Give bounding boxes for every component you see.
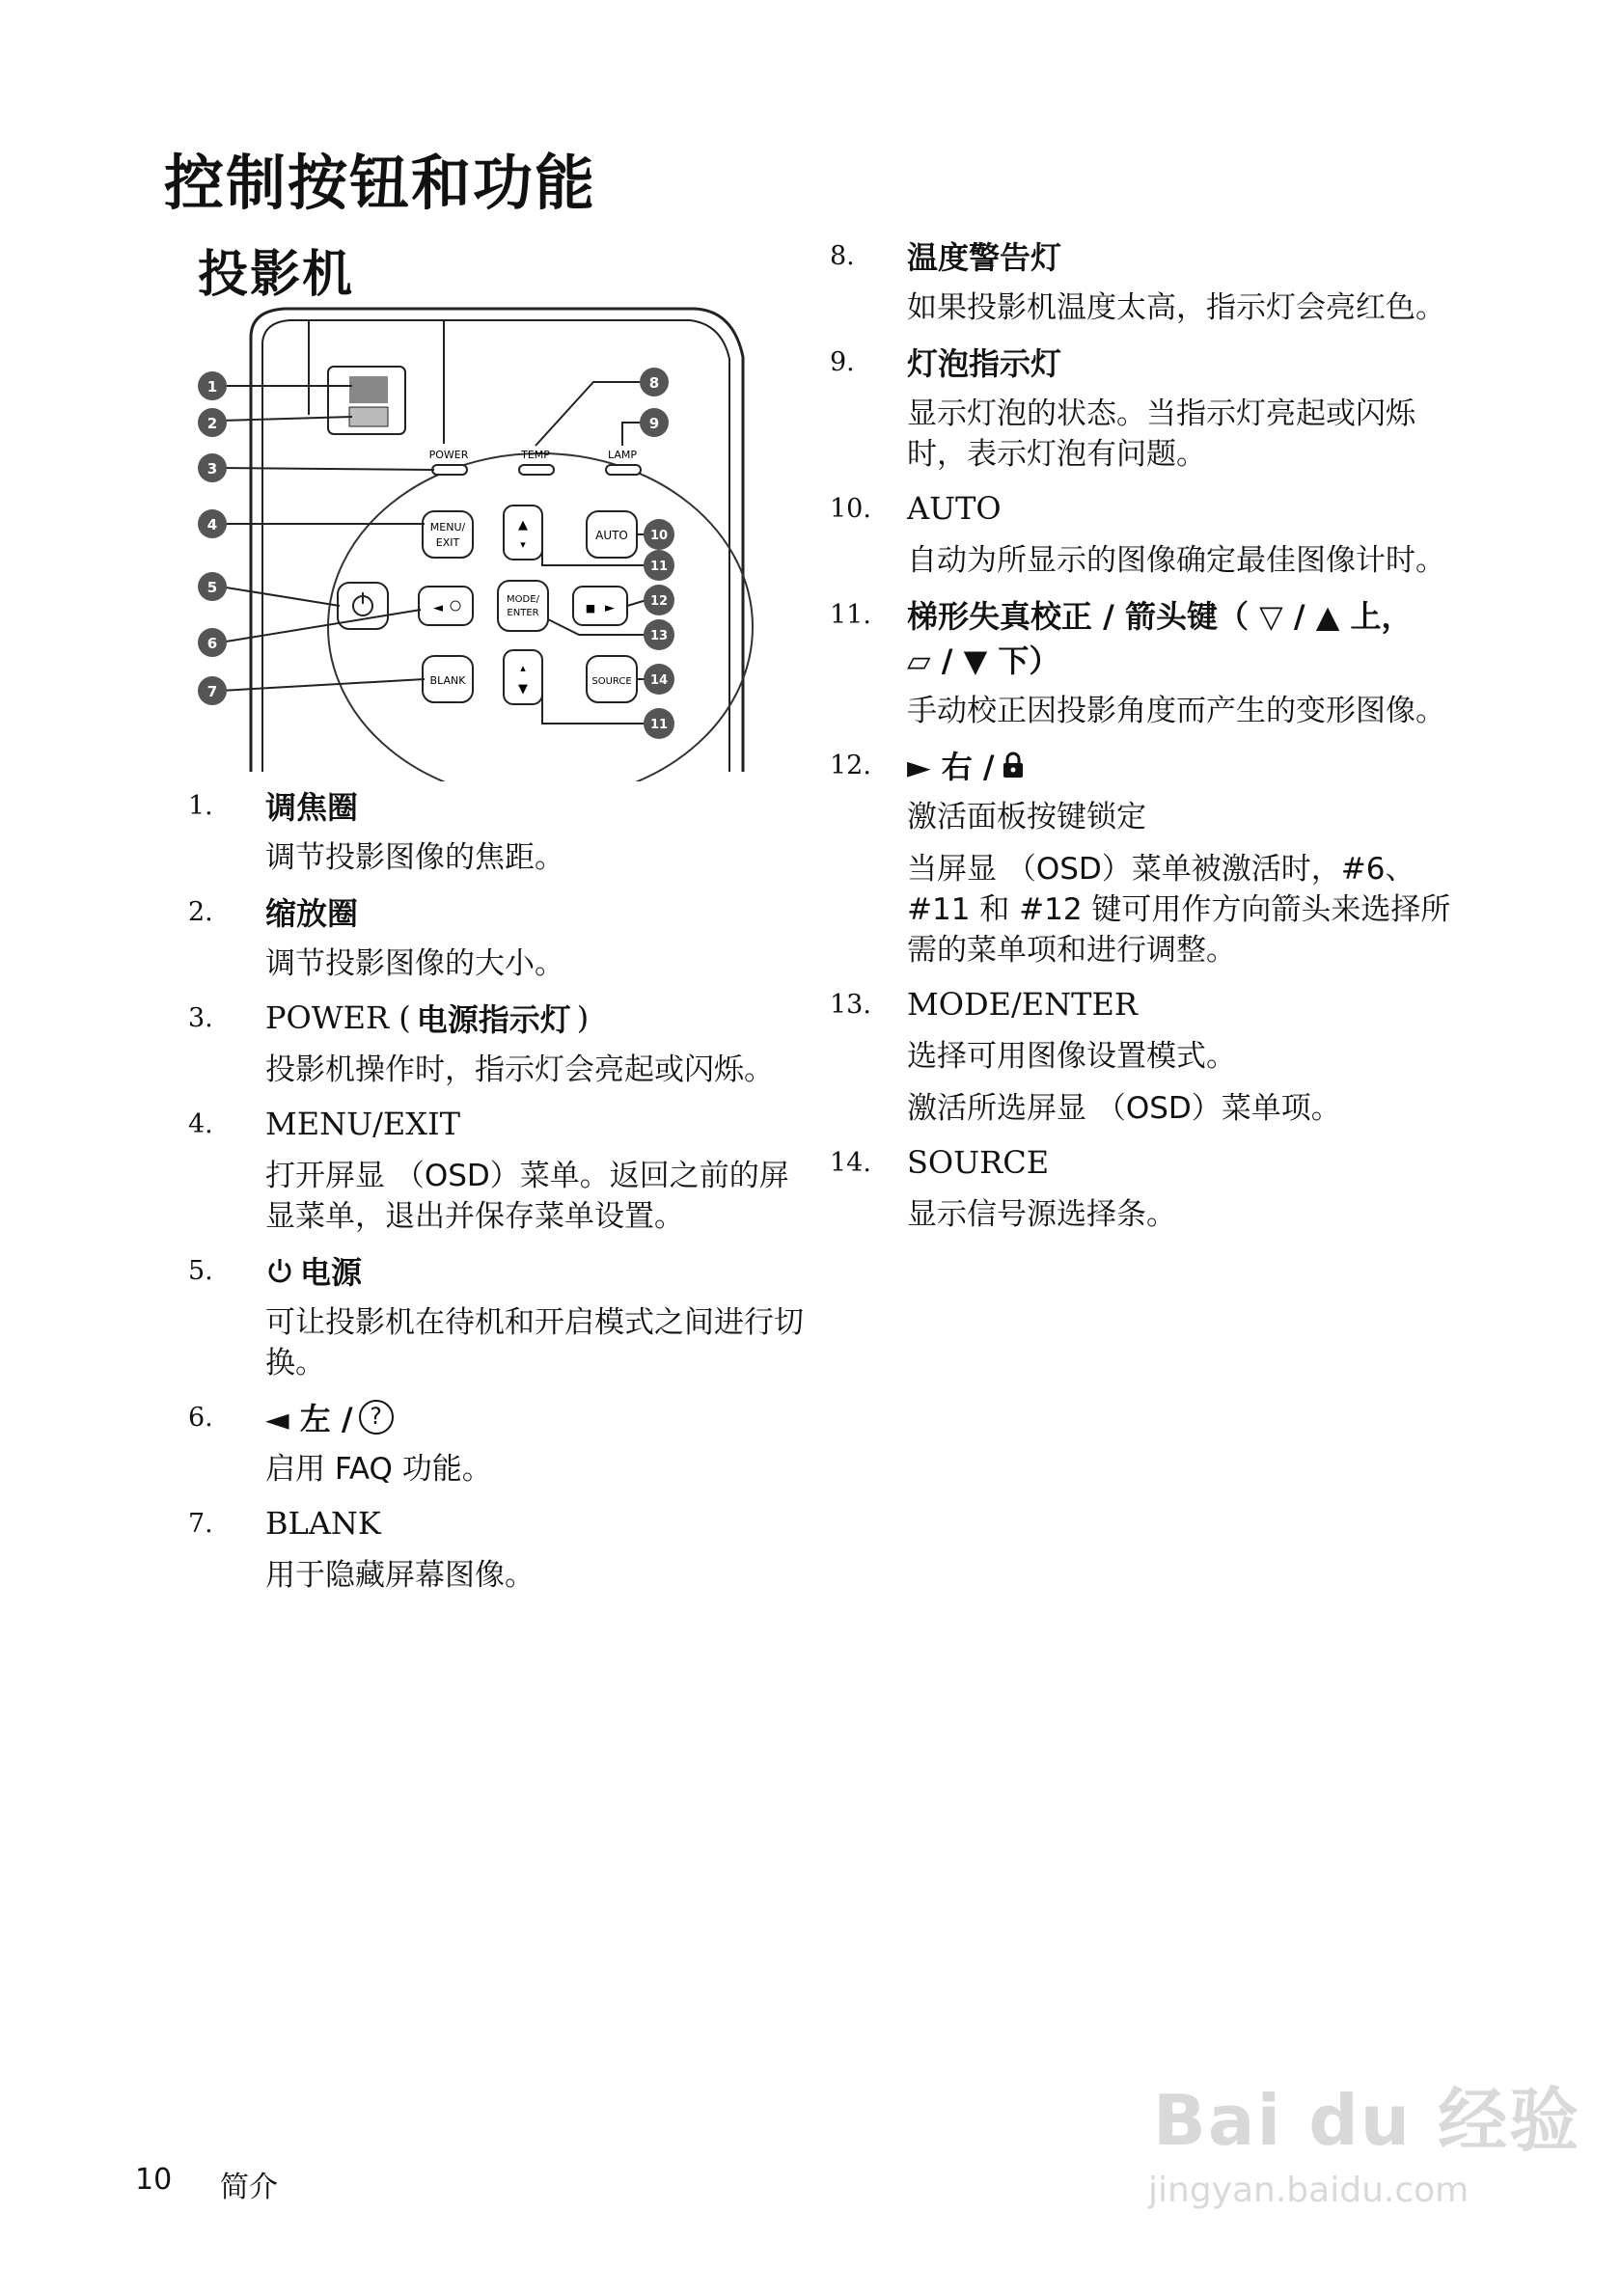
item-title: 调焦圈 [265,789,359,826]
item-title: 缩放圈 [265,895,359,932]
callout-11a: 11 [649,560,669,574]
item-title: 灯泡指示灯 [907,345,1062,382]
auto-button[interactable] [587,511,637,558]
list-item-6: 6. ◄ 左 / ? 启用 FAQ 功能。 [188,1395,815,1490]
blank-button[interactable] [423,656,473,702]
svg-text:►: ► [605,601,615,615]
item-desc: 打开屏显 （OSD）菜单。返回之前的屏显菜单，退出并保存菜单设置。 [265,1159,789,1234]
item-title: 电源 [265,1248,362,1293]
callout-8: 8 [648,374,660,392]
item-title-cont: ▱ / ▼ 下） [907,642,1060,679]
item-title: SOURCE [907,1144,1050,1181]
callout-13: 13 [649,629,669,643]
projector-panel-diagram [193,299,772,781]
watermark [1153,2064,1580,2165]
list-item-10: 10. AUTO 自动为所显示的图像确定最佳图像计时。 [830,486,1467,581]
mode-enter-button[interactable] [498,581,548,631]
item-desc: 当屏显 （OSD）菜单被激活时，#6、#11 和 #12 键可用作方向箭头来选择所需的菜单项和进行调整。 [907,852,1451,968]
item-desc: 启用 FAQ 功能。 [265,1452,492,1487]
svg-text:MENU/: MENU/ [429,521,466,533]
list-item-5: 5. 电源 可让投影机在待机和开启模式之间进行切换。 [188,1248,815,1383]
list-item-9: 9. 灯泡指示灯 显示灯泡的状态。当指示灯亮起或闪烁时，表示灯泡有问题。 [830,340,1467,475]
list-item-8: 8. 温度警告灯 如果投影机温度太高，指示灯会亮红色。 [830,233,1467,328]
svg-text:POWER: POWER [428,449,469,461]
source-button[interactable] [587,656,637,702]
callout-1: 1 [206,378,218,396]
menu-exit-button[interactable] [423,511,473,558]
item-desc: 可让投影机在待机和开启模式之间进行切换。 [265,1305,804,1380]
right-column [830,233,1467,1246]
svg-text:LAMP: LAMP [607,449,638,461]
callout-9: 9 [648,415,660,432]
item-title: ◄ 左 / ? [265,1395,394,1439]
svg-text:AUTO: AUTO [595,529,628,542]
right-button[interactable] [573,587,627,625]
callout-11b: 11 [649,718,669,732]
lock-icon [1001,751,1026,779]
svg-text:■: ■ [585,602,596,615]
item-title: ► 右 / [907,743,1026,787]
callout-4: 4 [206,516,218,533]
zoom-ring [349,407,388,426]
svg-text:MODE/: MODE/ [507,594,539,605]
list-item-1: 1. 调焦圈 调节投影图像的焦距。 [188,783,815,878]
power-icon [265,1256,294,1285]
svg-text:EXIT: EXIT [435,536,460,549]
temp-led [519,449,554,475]
item-title: AUTO [907,490,1002,527]
item-title: BLANK [265,1505,381,1542]
callout-2: 2 [206,415,218,432]
list-item-13: 13. MODE/ENTER 选择可用图像设置模式。 激活所选屏显 （OSD）菜单项。 [830,982,1467,1129]
footer-section: 简介 [220,2171,278,2204]
item-desc: 如果投影机温度太高，指示灯会亮红色。 [907,290,1445,325]
list-item-4: 4. MENU/EXIT 打开屏显 （OSD）菜单。返回之前的屏显菜单，退出并保存菜单设置。 [188,1102,815,1237]
lamp-led [606,449,641,475]
list-item-12: 12. ► 右 / 激活面板按键锁定 当屏显 （OSD）菜单被激活时，#6、#11 和 #12 键可用作方向箭头来选择所需的菜单项和进行调整。 [830,743,1467,970]
callout-5: 5 [206,579,218,596]
item-title: POWER ( 电源指示灯 ) [265,999,590,1038]
svg-text:TEMP: TEMP [521,449,550,461]
svg-text:▼: ▼ [518,682,528,697]
callout-6: 6 [206,635,218,652]
item-desc: 手动校正因投影角度而产生的变形图像。 [907,694,1445,728]
item-desc: 显示信号源选择条。 [907,1197,1176,1232]
section-title: 投影机 [198,246,355,304]
list-item-14: 14. SOURCE 显示信号源选择条。 [830,1140,1467,1235]
svg-text:ENTER: ENTER [507,608,539,618]
callout-14: 14 [649,673,669,688]
item-desc: 自动为所显示的图像确定最佳图像计时。 [907,543,1445,578]
svg-text:◄: ◄ [433,601,443,615]
list-item-7: 7. BLANK 用于隐藏屏幕图像。 [188,1501,815,1596]
down-button[interactable] [504,650,542,704]
item-desc: 选择可用图像设置模式。 [907,1039,1236,1074]
left-column [188,783,815,1607]
svg-text:▴: ▴ [520,662,526,674]
item-desc: 激活所选屏显 （OSD）菜单项。 [907,1091,1341,1126]
item-title: 温度警告灯 [907,239,1062,276]
item-desc: 调节投影图像的焦距。 [265,840,564,875]
item-title: MENU/EXIT [265,1106,460,1142]
left-button[interactable] [419,587,473,625]
list-item-3: 3. POWER ( 电源指示灯 ) 投影机操作时，指示灯会亮起或闪烁。 [188,996,815,1090]
svg-text:▲: ▲ [518,518,528,533]
watermark-brand: Bai du 经验 [1153,2080,1581,2161]
list-item-11: 11. 梯形失真校正 / 箭头键（ ▽ / ▲ 上， ▱ / ▼ 下） 手动校正因投影角度而产生的变形图像。 [830,592,1467,731]
list-item-2: 2. 缩放圈 调节投影图像的大小。 [188,889,815,984]
item-title: 梯形失真校正 / 箭头键（ ▽ / ▲ 上， [907,598,1413,635]
svg-text:BLANK: BLANK [429,674,466,687]
help-icon: ? [359,1400,394,1435]
callout-12: 12 [649,594,669,609]
callout-7: 7 [206,683,218,700]
callout-3: 3 [206,460,218,478]
item-desc: 用于隐藏屏幕图像。 [265,1558,535,1593]
page-title: 控制按钮和功能 [164,148,597,218]
svg-text:▾: ▾ [520,538,526,551]
item-desc: 激活面板按键锁定 [907,800,1146,834]
svg-text:SOURCE: SOURCE [591,676,632,687]
power-led [429,449,469,475]
callout-10: 10 [649,529,669,543]
page-number: 10 [135,2163,173,2197]
item-title: MODE/ENTER [907,986,1138,1023]
watermark-url: jingyan.baidu.com [1148,2171,1470,2210]
item-desc: 调节投影图像的大小。 [265,946,564,981]
up-button[interactable] [504,506,542,560]
item-desc: 投影机操作时，指示灯会亮起或闪烁。 [265,1052,774,1087]
item-desc: 显示灯泡的状态。当指示灯亮起或闪烁时，表示灯泡有问题。 [907,396,1415,472]
